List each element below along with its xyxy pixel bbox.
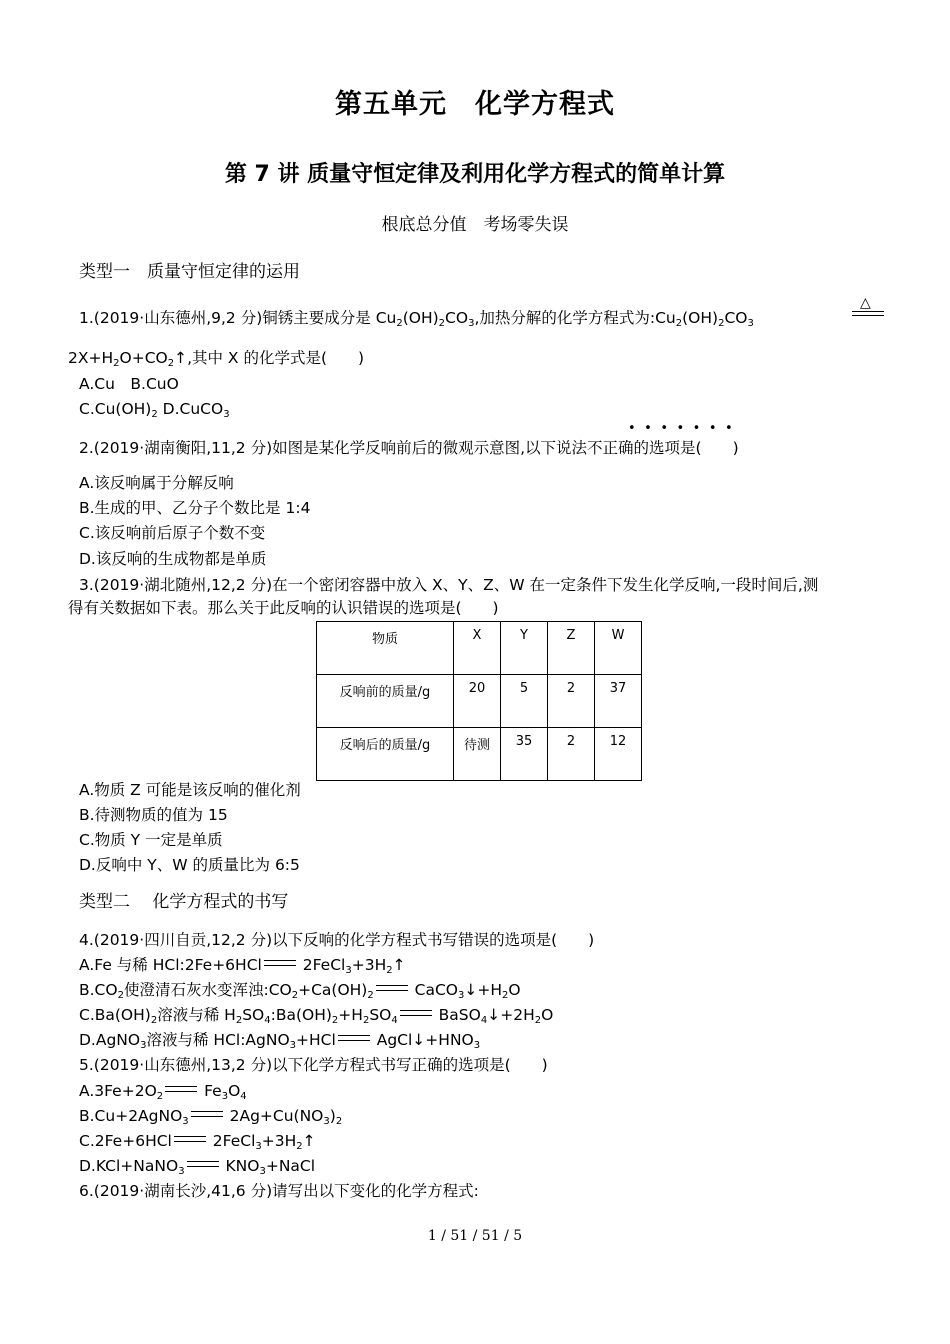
tagline: 根底总分值 考场零失误 — [381, 215, 569, 235]
table-cell: 反响前的质量/g — [317, 675, 454, 728]
question-2-option-c: C.该反响前后原子个数不变 — [79, 524, 266, 542]
question-3-option-d: D.反响中 Y、W 的质量比为 6:5 — [79, 856, 300, 874]
lecture-title: 第 7 讲 质量守恒定律及利用化学方程式的简单计算 — [224, 162, 726, 187]
equals-sign — [191, 1111, 223, 1117]
page-number: 1 / 51 / 51 / 5 — [427, 1228, 523, 1244]
question-2-stem: 2.(2019·湖南衡阳,11,2 分)如图是某化学反响前后的微观示意图,以下说法不正确的选项是( ) — [79, 439, 739, 457]
table-row — [317, 728, 642, 781]
question-2-option-b: B.生成的甲、乙分子个数比是 1:4 — [79, 499, 311, 517]
question-4-option-c: $C.Ba(OH)_2$溶液与稀 $H_2SO_4:Ba(OH)_2+H_2SO_4$ $BaSO_4↓+2H_2O$ — [79, 1006, 554, 1026]
emphasis-dots: ••••••• — [628, 421, 742, 436]
table-cell: 37 — [595, 675, 642, 728]
question-5-option-a: $A.3Fe+2O_2$ $Fe_3O_4$ — [79, 1082, 247, 1102]
question-5-option-b: B.Cu+2AgNO$_3$ $2Ag+Cu(NO_3)_2$ — [79, 1107, 343, 1127]
table-cell: 反响后的质量/g — [317, 728, 454, 781]
table-header-cell: Z — [548, 622, 595, 675]
equals-sign — [852, 311, 884, 316]
question-4-option-d: D.AgNO$_3$溶液与稀 HCl:AgNO$_3$+HCl $AgCl↓+HNO_3$ — [79, 1031, 481, 1051]
table-cell: 12 — [595, 728, 642, 781]
question-1-stem: 1.(2019·山东德州,9,2 分)铜锈主要成分是 $Cu_2(OH)_2CO_3$,加热分解的化学方程式为$:Cu_2(OH)_2CO_3$ — [79, 309, 754, 329]
question-3-option-c: C.物质 Y 一定是单质 — [79, 831, 223, 849]
mass-data-table — [316, 621, 642, 781]
equals-sign — [165, 1086, 197, 1092]
equals-sign — [174, 1136, 206, 1142]
table-header-row — [317, 622, 642, 675]
question-5-stem: 5.(2019·山东德州,13,2 分)以下化学方程式书写正确的选项是( ) — [79, 1056, 548, 1074]
unit-title: 第五单元 化学方程式 — [335, 89, 615, 120]
question-5-option-c: C.2Fe+6HCl $2FeCl_3+3H_2↑$ — [79, 1132, 316, 1152]
question-3-option-b: B.待测物质的值为 15 — [79, 806, 228, 824]
question-1-options-ab: A.Cu B.CuO — [79, 375, 179, 393]
table-header-cell: X — [454, 622, 501, 675]
table-header-cell: W — [595, 622, 642, 675]
table-row — [317, 675, 642, 728]
question-1-stem-cont: $2X+H_2O+CO_2↑$,其中 X 的化学式是( ) — [68, 349, 365, 369]
table-cell: 20 — [454, 675, 501, 728]
table-header-cell: Y — [501, 622, 548, 675]
equals-sign — [338, 1035, 370, 1041]
table-cell: 2 — [548, 675, 595, 728]
table-cell: 5 — [501, 675, 548, 728]
heating-condition-symbol — [852, 296, 884, 320]
question-2-option-d: D.该反响的生成物都是单质 — [79, 550, 267, 568]
question-3-option-a: A.物质 Z 可能是该反响的催化剂 — [79, 781, 301, 799]
question-3-stem: 3.(2019·湖北随州,12,2 分)在一个密闭容器中放入 X、Y、Z、W 在一定条件下发生化学反响,一段时间后,测 — [79, 576, 819, 594]
question-3-stem-cont: 得有关数据如下表。那么关于此反响的认识错误的选项是( ) — [68, 599, 499, 617]
question-2-option-a: A.该反响属于分解反响 — [79, 474, 234, 492]
table-cell: 待测 — [454, 728, 501, 781]
question-5-option-d: D.KCl+NaNO$_3$ $KNO_3+NaCl$ — [79, 1157, 316, 1177]
table-cell: 2 — [548, 728, 595, 781]
equals-sign — [400, 1010, 432, 1016]
question-6-stem: 6.(2019·湖南长沙,41,6 分)请写出以下变化的化学方程式: — [79, 1182, 479, 1200]
question-4-stem: 4.(2019·四川自贡,12,2 分)以下反响的化学方程式书写错误的选项是( ) — [79, 931, 595, 949]
delta-icon: △ — [860, 295, 871, 311]
section-heading-1: 类型一 质量守恒定律的运用 — [79, 262, 300, 282]
question-4-option-a: A.Fe 与稀 HCl:2Fe+6HCl $2FeCl_3+3H_2↑$ — [79, 956, 406, 976]
equals-sign — [376, 985, 408, 991]
question-4-option-b: $B.CO_2$使澄清石灰水变浑浊$:CO_2+Ca(OH)_2$ $CaCO_3↓+H_2O$ — [79, 981, 521, 1001]
table-header-cell: 物质 — [317, 622, 454, 675]
question-1-options-cd: $C.Cu(OH)_2$ D.CuCO$_3$ — [79, 400, 230, 420]
equals-sign — [264, 960, 296, 966]
table-cell: 35 — [501, 728, 548, 781]
section-heading-2: 类型二 化学方程式的书写 — [79, 892, 289, 912]
equals-sign — [187, 1161, 219, 1167]
